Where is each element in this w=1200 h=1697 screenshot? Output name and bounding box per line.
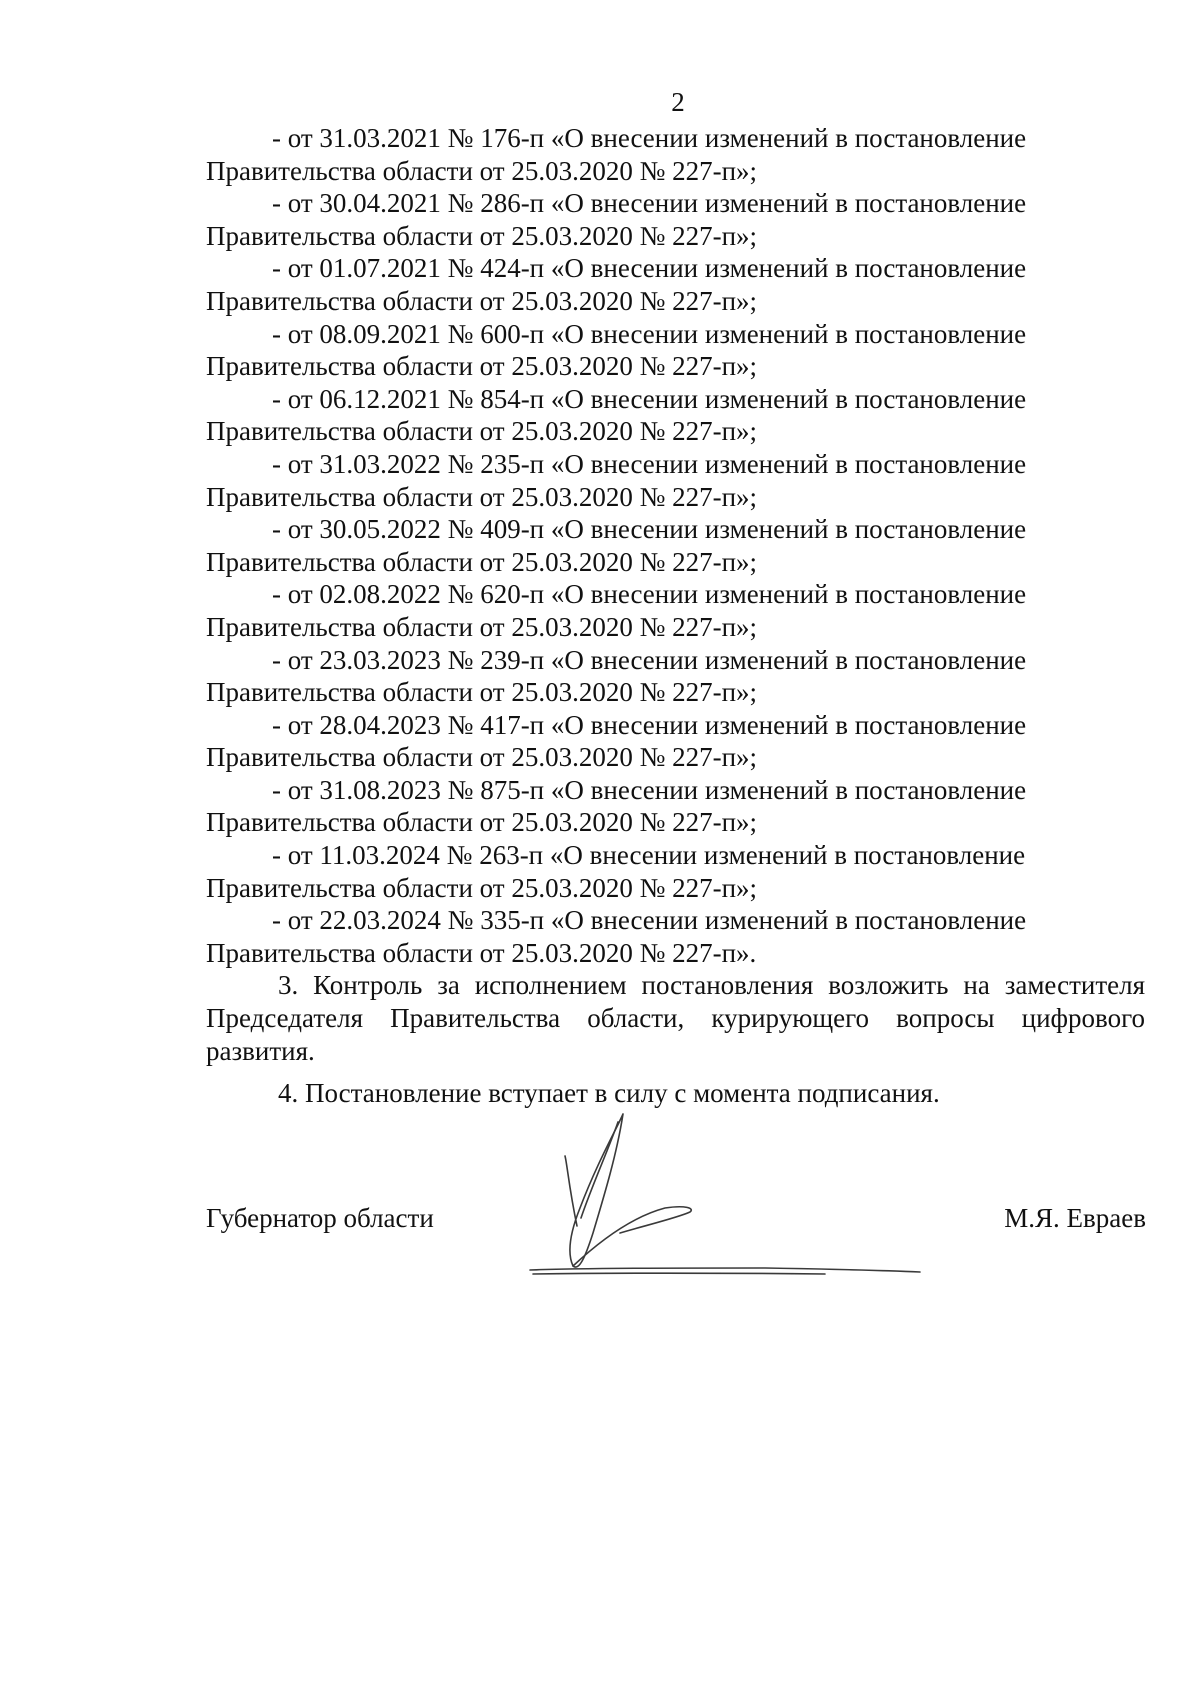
amendment-item (206, 904, 1145, 969)
amendment-text-continuation: Правительства области от 25.03.2020 № 227-п»; (206, 351, 758, 382)
amendment-item (206, 644, 1145, 709)
document-body (206, 122, 1145, 1110)
amendment-text-continuation: Правительства области от 25.03.2020 № 227-п»; (206, 481, 758, 512)
amendment-text-continuation: Правительства области от 25.03.2020 № 227-п»; (206, 285, 758, 316)
amendment-text: - от 31.08.2023 № 875-п «О внесении изменений в постановление (272, 774, 1027, 805)
amendment-item (206, 122, 1145, 187)
amendment-text: - от 11.03.2024 № 263-п «О внесении изменений в постановление (272, 840, 1026, 871)
amendment-item (206, 709, 1145, 774)
amendment-text: - от 30.04.2021 № 286-п «О внесении изменений в постановление (272, 188, 1027, 219)
amendment-text-continuation: Правительства области от 25.03.2020 № 227-п»; (206, 872, 758, 903)
amendment-item (206, 448, 1145, 513)
amendment-text-continuation: Правительства области от 25.03.2020 № 227-п»; (206, 742, 758, 773)
amendment-item (206, 318, 1145, 383)
amendment-item (206, 578, 1145, 643)
amendment-text: - от 02.08.2022 № 620-п «О внесении изменений в постановление (272, 579, 1027, 610)
amendment-text: - от 28.04.2023 № 417-п «О внесении изменений в постановление (272, 709, 1027, 740)
amendment-item (206, 383, 1145, 448)
amendment-text: - от 31.03.2021 № 176-п «О внесении изменений в постановление (272, 123, 1027, 153)
amendment-item (206, 252, 1145, 317)
amendment-text-continuation: Правительства области от 25.03.2020 № 227-п»; (206, 807, 758, 838)
amendment-text: - от 23.03.2023 № 239-п «О внесении изменений в постановление (272, 644, 1027, 675)
amendment-text-continuation: Правительства области от 25.03.2020 № 227-п»; (206, 677, 758, 708)
amendment-text-continuation: Правительства области от 25.03.2020 № 227-п»; (206, 155, 758, 186)
page-number: 2 (671, 87, 685, 117)
amendment-text: - от 22.03.2024 № 335-п «О внесении изменений в постановление (272, 905, 1027, 936)
signatory-position: Губернатор области (206, 1203, 434, 1233)
amendment-item (206, 187, 1145, 252)
amendment-text-continuation: Правительства области от 25.03.2020 № 227-п»; (206, 416, 758, 447)
amendment-text-continuation: Правительства области от 25.03.2020 № 227-п». (206, 937, 757, 968)
amendment-text-continuation: Правительства области от 25.03.2020 № 227-п»; (206, 220, 758, 251)
amendment-text: - от 30.05.2022 № 409-п «О внесении изменений в постановление (272, 514, 1027, 545)
amendment-text-continuation: Правительства области от 25.03.2020 № 227-п»; (206, 546, 758, 577)
amendment-text: - от 08.09.2021 № 600-п «О внесении изменений в постановление (272, 318, 1027, 349)
handwritten-signature (525, 1108, 925, 1278)
amendments-list (206, 122, 1145, 969)
amendment-text: - от 01.07.2021 № 424-п «О внесении изменений в постановление (272, 253, 1027, 284)
paragraph-4-effective: 4. Постановление вступает в силу с момента подписания. (278, 1078, 940, 1109)
amendment-text: - от 06.12.2021 № 854-п «О внесении изменений в постановление (272, 383, 1027, 414)
amendment-item (206, 774, 1145, 839)
paragraph-3-control: 3. Контроль за исполнением постановления возложить на заместителя Председателя Правительства области, курирующего вопросы цифрового развития. (206, 970, 1145, 1066)
amendment-item (206, 513, 1145, 578)
amendment-item (206, 839, 1145, 904)
amendment-text: - от 31.03.2022 № 235-п «О внесении изменений в постановление (272, 448, 1027, 479)
signatory-name: М.Я. Евраев (1004, 1203, 1146, 1233)
amendment-text-continuation: Правительства области от 25.03.2020 № 227-п»; (206, 611, 758, 642)
